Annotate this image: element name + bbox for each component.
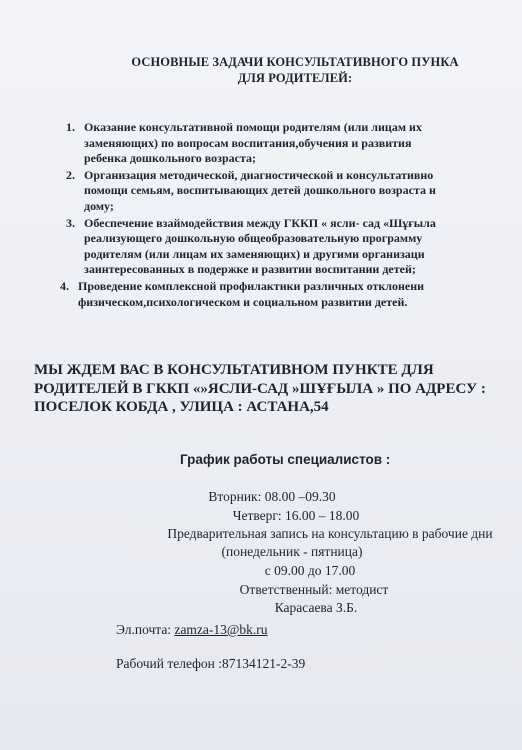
task-number: 4. (60, 278, 69, 293)
task-text-line: ребенка дошкольного возраста; (84, 151, 257, 166)
task-text-line: заменяющих) по вопросам воспитания,обучения и развития (84, 135, 412, 150)
task-text-line: физическом,психологическом и социальном развитии детей. (78, 294, 408, 309)
tasks-list (58, 120, 522, 311)
task-text-line: Оказание консультативной помощи родителям (или лицам их (84, 120, 422, 134)
task-text-line: Проведение комплексной профилактики различных отклонени (78, 278, 425, 293)
appointment-days: (понедельник - пятница) (221, 544, 363, 559)
notice-line3: ПОСЕЛОК КОБДА , УЛИЦА : АСТАНА,54 (34, 399, 329, 415)
appointment-info: Предварительная запись на консультацию в рабочие дни (167, 526, 493, 541)
schedule-tuesday: Вторник: 08.00 –09.30 (208, 489, 336, 504)
task-item-1 (58, 120, 522, 167)
responsible-person-role: Ответственный: методист (239, 582, 389, 597)
task-text-line: дому; (84, 198, 114, 213)
task-text-line: помощи семьям, воспитывающих детей дошкольного возраста н (84, 183, 436, 198)
work-phone: Рабочий телефон :87134121-2-39 (116, 656, 306, 671)
document-title-line1: ОСНОВНЫЕ ЗАДАЧИ КОНСУЛЬТАТИВНОГО ПУНКА (131, 55, 459, 69)
task-text-line: Организация методической, диагностической и консультативно (84, 167, 434, 182)
email-row (116, 622, 267, 638)
invitation-notice (34, 361, 522, 417)
notice-line1: МЫ ЖДЕМ ВАС В КОНСУЛЬТАТИВНОМ ПУНКТЕ ДЛЯ (34, 362, 434, 378)
task-text-line: реализующего дошкольную общеобразовательную программу (84, 231, 423, 246)
responsible-person-name: Карасаева З.Б. (274, 600, 358, 615)
document-title-line2: ДЛЯ РОДИТЕЛЕЙ: (237, 71, 353, 85)
email-link[interactable]: zamza-13@bk.ru (174, 622, 268, 637)
task-number: 3. (66, 215, 75, 230)
task-text-line: родителям (или лицам их заменяющих) и другими организаци (84, 246, 425, 261)
task-number: 1. (66, 120, 75, 134)
schedule-thursday: Четверг: 16.00 – 18.00 (232, 508, 360, 523)
appointment-hours: с 09.00 до 17.00 (264, 563, 356, 578)
task-item-2 (58, 168, 522, 215)
task-number: 2. (66, 167, 75, 182)
schedule-title: График работы специалистов : (180, 452, 391, 467)
notice-line2: РОДИТЕЛЕЙ В ГККП «»ЯСЛИ-САД »ШҰҒЫЛА » ПО АДРЕСУ : (34, 380, 486, 397)
email-label: Эл.почта: (116, 622, 172, 637)
task-text-line: Обеспечение взаймодействия между ГККП « ясли- сад «Шұғыла (84, 215, 436, 230)
task-text-line: заинтересованных в подержке и развитии воспитании детей; (84, 262, 416, 277)
task-item-3 (58, 216, 522, 278)
task-item-4 (52, 279, 522, 310)
